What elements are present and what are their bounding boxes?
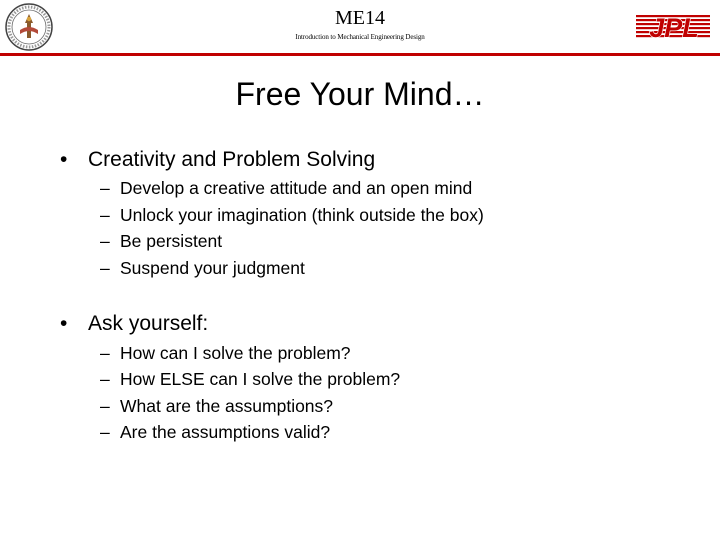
sub-item: [100, 205, 484, 225]
sub-item: [100, 343, 351, 363]
dash-marker: –: [100, 178, 110, 198]
jpl-logo: [634, 12, 714, 40]
sub-text: Unlock your imagination (think outside the box): [120, 205, 484, 225]
dash-marker: –: [100, 369, 110, 389]
bullet-item: [60, 148, 375, 172]
header-rule: [0, 53, 720, 56]
sub-text: Are the assumptions valid?: [120, 422, 331, 442]
bullet-text: Ask yourself:: [88, 312, 209, 335]
dash-marker: –: [100, 422, 110, 442]
sub-item: [100, 178, 472, 198]
dash-marker: –: [100, 231, 110, 251]
sub-text: Develop a creative attitude and an open mind: [120, 178, 473, 198]
bullet-marker: •: [60, 312, 68, 335]
dash-marker: –: [100, 258, 110, 278]
svg-text:JPL: JPL: [649, 13, 699, 40]
course-subtitle: Introduction to Mechanical Engineering Design: [295, 33, 425, 41]
dash-marker: –: [100, 396, 110, 416]
sub-item: [100, 396, 333, 416]
slide-title: Free Your Mind…: [235, 76, 485, 112]
sub-item: [100, 369, 400, 389]
sub-text: Be persistent: [120, 231, 223, 251]
sub-text: Suspend your judgment: [120, 258, 305, 278]
bullet-item: [60, 312, 208, 336]
bullet-text: Creativity and Problem Solving: [88, 148, 376, 171]
sub-item: [100, 258, 305, 278]
course-code: ME14: [335, 7, 385, 29]
bullet-marker: •: [60, 148, 68, 171]
sub-text: What are the assumptions?: [120, 396, 334, 416]
sub-item: [100, 231, 222, 251]
slide-header: [0, 0, 720, 52]
sub-text: How ELSE can I solve the problem?: [120, 369, 401, 389]
sub-item: [100, 422, 330, 442]
dash-marker: –: [100, 343, 110, 363]
sub-text: How can I solve the problem?: [120, 343, 351, 363]
dash-marker: –: [100, 205, 110, 225]
